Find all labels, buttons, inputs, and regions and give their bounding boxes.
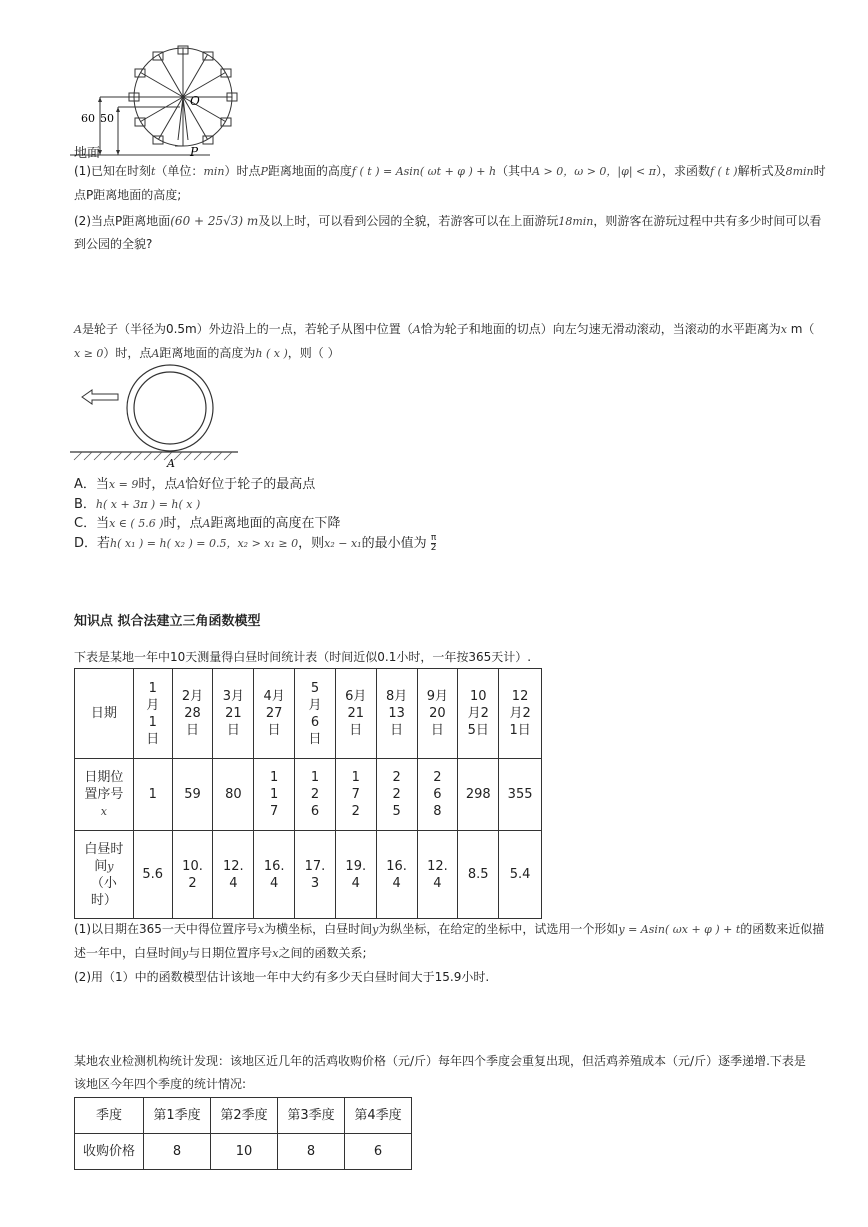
height-50-label: 50 <box>100 112 114 125</box>
q3-part2: (2)用（1）中的函数模型估计该地一年中大约有多少天白昼时间大于15.9小时. <box>74 970 490 984</box>
q1-part2-line1: (2)当点P距离地面(60 + 25√3) m及以上时，可以看到公园的全貌，若游客可以在上面游玩18min，则游客在游玩过程中共有多少时间可以看 <box>74 214 822 228</box>
position-cell: 117 <box>270 770 279 819</box>
center-o-label: O <box>190 94 200 108</box>
daylight-cell: 12.4 <box>427 858 448 891</box>
table-row <box>75 759 542 831</box>
position-cell: 268 <box>433 770 442 819</box>
option-b[interactable]: B．h( x + 3π ) = h( x ) <box>74 497 201 512</box>
point-p-label: P <box>190 145 199 159</box>
q2-line1: A是轮子（半径为0.5m）外边沿上的一点，若轮子从图中位置（A恰为轮子和地面的切点）向左匀速无滑动滚动，当滚动的水平距离为x m（ <box>74 322 815 336</box>
position-cell: 1 <box>133 759 172 831</box>
date-cell: 10月25日 <box>467 689 489 738</box>
q4-intro-line2: 该地区今年四个季度的统计情况: <box>74 1077 247 1091</box>
date-cell: 8月13日 <box>385 689 408 738</box>
table-header: 季度 <box>75 1098 144 1134</box>
q4-intro-line1: 某地农业检测机构统计发现：该地区近几年的活鸡收购价格（元/斤）每年四个季度会重复出现，但活鸡养殖成本（元/斤）逐季递增.下表是 <box>74 1054 806 1068</box>
section-title: 知识点 拟合法建立三角函数模型 <box>74 614 261 629</box>
table-row <box>75 669 542 759</box>
daylight-cell: 12.4 <box>223 858 244 891</box>
table-cell: 6 <box>345 1134 412 1170</box>
table-row <box>75 1134 412 1170</box>
daylight-cell: 17.3 <box>304 858 326 891</box>
q3-part1-line2: 述一年中，白昼时间y与日期位置序号x之间的函数关系; <box>74 946 367 960</box>
fraction-pi-over-2: $\frac{\pi}{2}$ <box>430 533 437 553</box>
daylight-cell: 10.2 <box>182 858 203 891</box>
date-cell: 12月21日 <box>509 689 531 738</box>
position-cell: 80 <box>213 759 254 831</box>
daylight-cell: 8.5 <box>458 831 499 919</box>
wheel-point-a-label: A <box>167 457 175 470</box>
daylight-cell: 16.4 <box>386 858 407 891</box>
option-c[interactable]: C．当x ∈ ( 5.6 )时，点A距离地面的高度在下降 <box>74 516 341 531</box>
daylight-cell: 19.4 <box>345 858 367 891</box>
row-label-daylight: 白昼时间y（小时） <box>75 831 134 919</box>
position-cell: 59 <box>172 759 213 831</box>
position-cell: 355 <box>499 759 542 831</box>
position-cell: 298 <box>458 759 499 831</box>
position-cell: 225 <box>392 770 401 819</box>
table-header: 第4季度 <box>345 1098 412 1134</box>
date-cell: 3月21日 <box>222 689 244 738</box>
date-cell: 2月28日 <box>181 689 204 738</box>
table-cell: 8 <box>278 1134 345 1170</box>
formula-y: y = Asin( ωx + φ ) + t <box>618 923 741 936</box>
date-cell: 6月21日 <box>345 689 367 738</box>
row-label-date: 日期 <box>75 669 134 759</box>
expr-60-25root3: (60 + 25√3) m <box>170 214 259 228</box>
position-cell: 126 <box>310 770 320 819</box>
daylight-cell: 5.4 <box>499 831 542 919</box>
date-cell: 1月1日 <box>146 680 160 747</box>
q1-part1-line2: 点P距离地面的高度; <box>74 188 182 202</box>
table-header: 第2季度 <box>211 1098 278 1134</box>
date-cell: 5月6日 <box>308 680 322 747</box>
table-row <box>75 831 542 919</box>
q1-part2-line2: 到公园的全貌? <box>74 237 153 251</box>
row-label-position: 日期位置序号x <box>75 759 134 831</box>
option-d[interactable]: D．若h( x₁ ) = h( x₂ ) = 0.5，x₂ > x₁ ≥ 0，则x₂ − x₁的最小值为 $\frac{\pi}{2}$ <box>74 533 437 553</box>
table-row <box>75 1098 412 1134</box>
q2-line2: x ≥ 0）时，点A距离地面的高度为h ( x )，则（ ） <box>74 346 340 360</box>
price-table <box>74 1097 412 1170</box>
q3-intro: 下表是某地一年中10天测量得白昼时间统计表（时间近似0.1小时，一年按365天计）. <box>74 650 532 664</box>
table-cell: 8 <box>144 1134 211 1170</box>
formula-f: f ( t ) = Asin( ωt + φ ) + h <box>351 165 497 178</box>
ground-label: 地面 <box>74 146 101 161</box>
daylight-cell: 5.6 <box>133 831 172 919</box>
position-cell: 172 <box>351 770 360 819</box>
q3-part1-line1: (1)以日期在365一天中得位置序号x为横坐标，白昼时间y为纵坐标，在给定的坐标中，试选用一个形如y = Asin( ωx + φ ) + t的函数来近似描 <box>74 922 825 936</box>
height-60-label: 60 <box>81 112 95 125</box>
table-header: 第3季度 <box>278 1098 345 1134</box>
daylight-table <box>74 668 542 919</box>
table-cell: 10 <box>211 1134 278 1170</box>
table-header: 第1季度 <box>144 1098 211 1134</box>
date-cell: 4月27日 <box>263 689 285 738</box>
table-cell: 收购价格 <box>75 1134 144 1170</box>
option-a[interactable]: A．当x = 9时，点A恰好位于轮子的最高点 <box>74 477 316 492</box>
daylight-cell: 16.4 <box>263 858 285 891</box>
q1-part1-line1: (1)已知在时刻t（单位：min）时点P距离地面的高度f ( t ) = Asin( ωt + φ ) + h（其中A > 0，ω > 0，|φ| < π），求函数f ( t )解析式及8min时 <box>74 164 826 178</box>
date-cell: 9月20日 <box>426 689 449 738</box>
wheel-figure <box>70 362 240 474</box>
